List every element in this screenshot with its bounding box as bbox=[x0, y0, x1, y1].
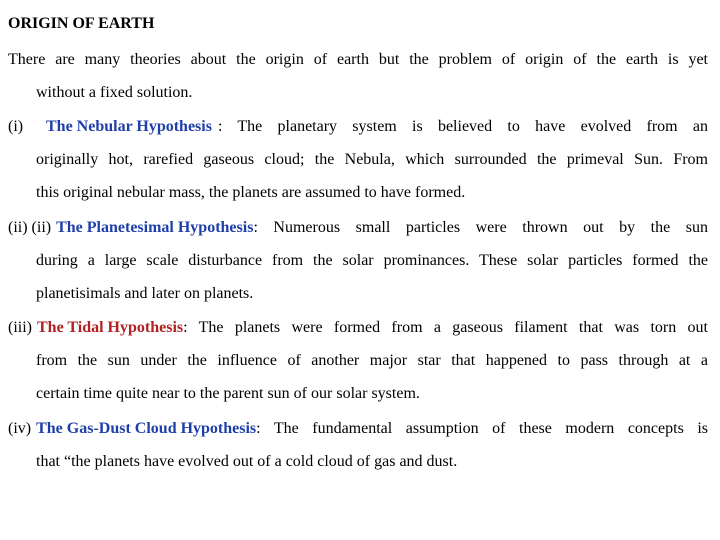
item-first-line bbox=[8, 318, 708, 338]
intro-line-1: There are many theories about the origin of earth but the problem of origin of the earth is yet bbox=[8, 51, 708, 68]
item-text: this original nebular mass, the planets are assumed to have formed. bbox=[36, 184, 466, 201]
item-text: originally hot, rarefied gaseous cloud; the Nebula, which surrounded the primeval Sun. From bbox=[36, 151, 708, 168]
page-title: ORIGIN OF EARTH bbox=[8, 15, 155, 32]
item-first-line bbox=[46, 117, 708, 137]
hypothesis-title: The Tidal Hypothesis bbox=[37, 319, 184, 336]
item-text: that “the planets have evolved out of a cold cloud of gas and dust. bbox=[36, 453, 458, 470]
item-marker: (iv) bbox=[8, 420, 32, 437]
intro-line-2: without a fixed solution. bbox=[36, 84, 193, 101]
item-text: : The planets were formed from a gaseous filament that was torn out bbox=[183, 319, 708, 336]
item-text: during a large scale disturbance from the solar prominances. These solar particles formed the bbox=[36, 252, 708, 269]
item-marker: (i) bbox=[8, 118, 24, 135]
item-text: : The fundamental assumption of these modern concepts is bbox=[256, 420, 708, 437]
item-marker: (iii) bbox=[8, 319, 32, 336]
item-marker: (ii) (ii) bbox=[8, 219, 52, 236]
item-text: from the sun under the influence of another major star that happened to pass through at a bbox=[36, 352, 708, 369]
item-text: : The planetary system is believed to have evolved from an bbox=[217, 118, 708, 135]
item-first-line bbox=[8, 419, 708, 439]
item-text: certain time quite near to the parent sun of our solar system. bbox=[36, 385, 420, 402]
hypothesis-title: The Nebular Hypothesis bbox=[46, 118, 212, 135]
hypothesis-title: The Gas-Dust Cloud Hypothesis bbox=[36, 420, 257, 437]
item-first-line bbox=[8, 218, 708, 238]
item-text: planetisimals and later on planets. bbox=[36, 285, 254, 302]
hypothesis-title: The Planetesimal Hypothesis bbox=[56, 219, 254, 236]
item-text: : Numerous small particles were thrown out by the sun bbox=[253, 219, 708, 236]
